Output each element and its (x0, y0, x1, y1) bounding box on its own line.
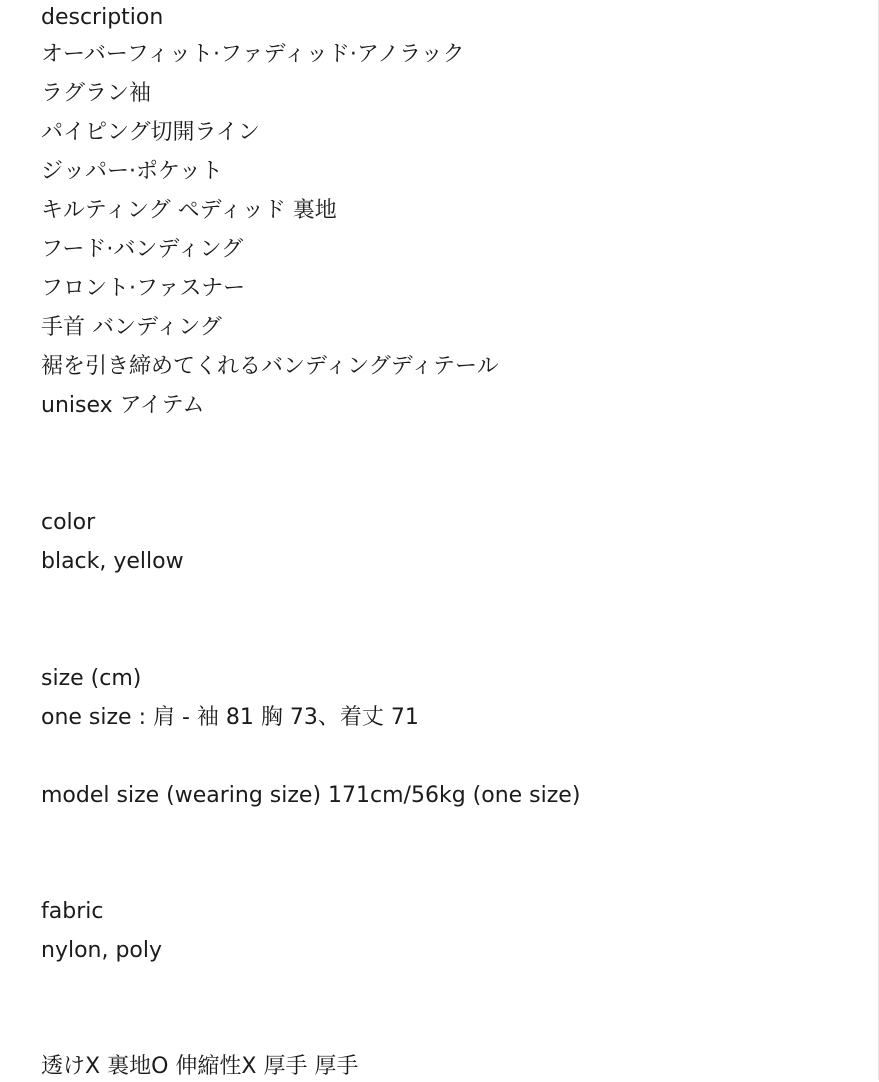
description-item: 裾を引き締めてくれるバンディングディテール (41, 354, 499, 379)
color-value: black, yellow (41, 549, 184, 574)
description-item: unisex アイテム (41, 393, 205, 418)
model-size: model size (wearing size) 171cm/56kg (one size) (41, 783, 581, 808)
fabric-properties: 透けX 裏地O 伸縮性X 厚手 厚手 (41, 1054, 359, 1079)
description-heading: description (41, 5, 164, 30)
fabric-value: nylon, poly (41, 938, 163, 963)
description-item: フロント·ファスナー (41, 276, 246, 301)
color-heading: color (41, 510, 96, 535)
description-item: 手首 バンディング (41, 315, 222, 340)
description-item: ラグラン袖 (41, 81, 152, 106)
description-item: キルティング ペディッド 裏地 (41, 198, 337, 223)
description-item: オーバーフィット·ファディッド·アノラック (41, 42, 465, 67)
size-heading: size (cm) (41, 666, 142, 691)
description-item: ジッパー·ポケット (41, 159, 223, 184)
fabric-heading: fabric (41, 899, 104, 924)
description-item: パイピング切開ライン (41, 120, 260, 145)
size-value: one size : 肩 - 袖 81 胸 73、着丈 71 (41, 705, 419, 730)
description-item: フード·バンディング (41, 237, 244, 262)
